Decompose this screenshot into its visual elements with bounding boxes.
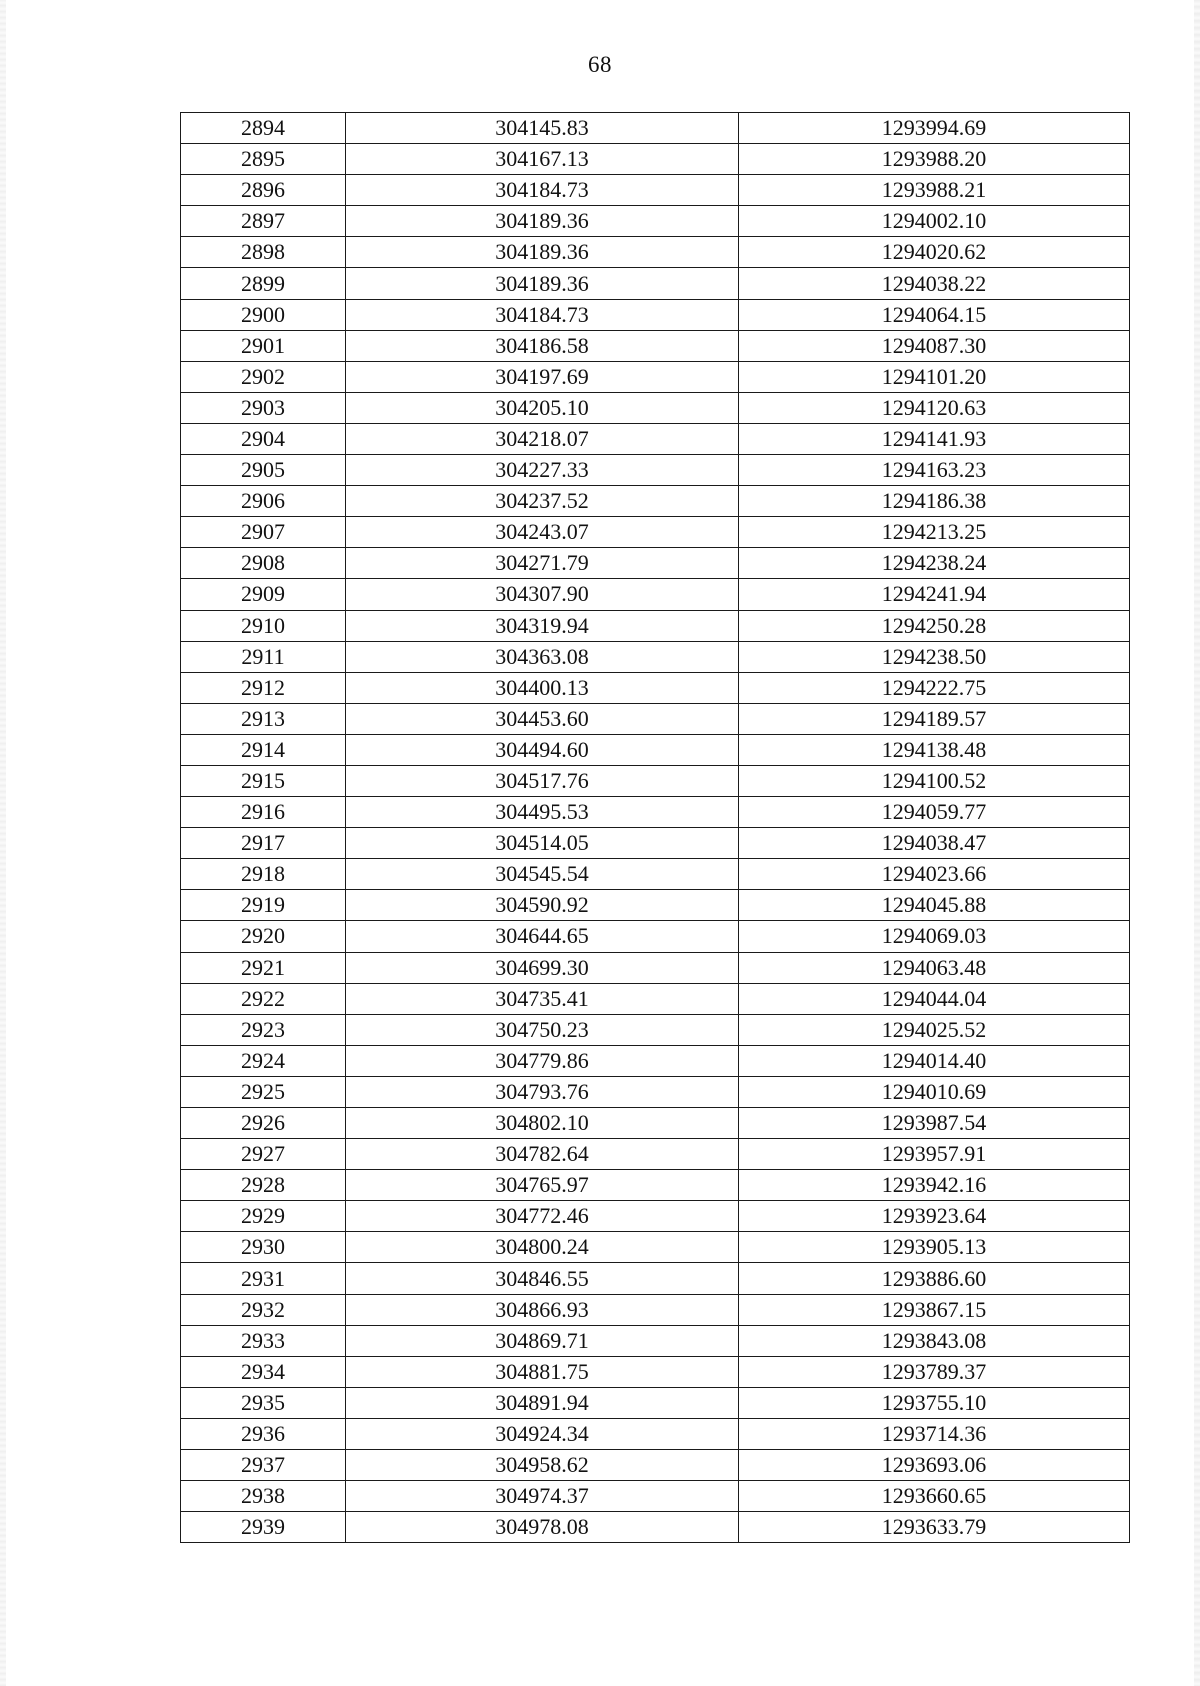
table-row bbox=[181, 1170, 1130, 1201]
point-number-cell: 2901 bbox=[181, 330, 346, 361]
x-coordinate-cell: 304958.62 bbox=[346, 1450, 739, 1481]
y-coordinate-cell: 1293714.36 bbox=[739, 1418, 1130, 1449]
point-number-cell: 2922 bbox=[181, 983, 346, 1014]
table-row bbox=[181, 1481, 1130, 1512]
point-number-cell: 2928 bbox=[181, 1170, 346, 1201]
x-coordinate-cell: 304400.13 bbox=[346, 672, 739, 703]
y-coordinate-cell: 1293905.13 bbox=[739, 1232, 1130, 1263]
point-number-cell: 2910 bbox=[181, 610, 346, 641]
x-coordinate-cell: 304218.07 bbox=[346, 423, 739, 454]
y-coordinate-cell: 1293886.60 bbox=[739, 1263, 1130, 1294]
x-coordinate-cell: 304545.54 bbox=[346, 859, 739, 890]
coordinate-table bbox=[180, 112, 1130, 1543]
table-row bbox=[181, 1108, 1130, 1139]
table-row bbox=[181, 1232, 1130, 1263]
table-row bbox=[181, 983, 1130, 1014]
y-coordinate-cell: 1294020.62 bbox=[739, 237, 1130, 268]
table-row bbox=[181, 828, 1130, 859]
table-row bbox=[181, 1387, 1130, 1418]
point-number-cell: 2912 bbox=[181, 672, 346, 703]
y-coordinate-cell: 1294069.03 bbox=[739, 921, 1130, 952]
x-coordinate-cell: 304779.86 bbox=[346, 1045, 739, 1076]
y-coordinate-cell: 1294038.47 bbox=[739, 828, 1130, 859]
point-number-cell: 2920 bbox=[181, 921, 346, 952]
table-row bbox=[181, 486, 1130, 517]
y-coordinate-cell: 1294238.50 bbox=[739, 641, 1130, 672]
x-coordinate-cell: 304237.52 bbox=[346, 486, 739, 517]
table-row bbox=[181, 797, 1130, 828]
x-coordinate-cell: 304750.23 bbox=[346, 1014, 739, 1045]
x-coordinate-cell: 304167.13 bbox=[346, 144, 739, 175]
point-number-cell: 2909 bbox=[181, 579, 346, 610]
x-coordinate-cell: 304802.10 bbox=[346, 1108, 739, 1139]
page-edge-right bbox=[1194, 0, 1200, 1686]
y-coordinate-cell: 1293660.65 bbox=[739, 1481, 1130, 1512]
y-coordinate-cell: 1293988.20 bbox=[739, 144, 1130, 175]
x-coordinate-cell: 304765.97 bbox=[346, 1170, 739, 1201]
point-number-cell: 2904 bbox=[181, 423, 346, 454]
x-coordinate-cell: 304517.76 bbox=[346, 765, 739, 796]
table-row bbox=[181, 330, 1130, 361]
x-coordinate-cell: 304205.10 bbox=[346, 392, 739, 423]
table-row bbox=[181, 268, 1130, 299]
table-row bbox=[181, 1076, 1130, 1107]
point-number-cell: 2938 bbox=[181, 1481, 346, 1512]
y-coordinate-cell: 1293987.54 bbox=[739, 1108, 1130, 1139]
x-coordinate-cell: 304363.08 bbox=[346, 641, 739, 672]
x-coordinate-cell: 304514.05 bbox=[346, 828, 739, 859]
point-number-cell: 2932 bbox=[181, 1294, 346, 1325]
table-row bbox=[181, 392, 1130, 423]
point-number-cell: 2900 bbox=[181, 299, 346, 330]
x-coordinate-cell: 304782.64 bbox=[346, 1139, 739, 1170]
point-number-cell: 2937 bbox=[181, 1450, 346, 1481]
point-number-cell: 2931 bbox=[181, 1263, 346, 1294]
point-number-cell: 2907 bbox=[181, 517, 346, 548]
table-row bbox=[181, 859, 1130, 890]
point-number-cell: 2914 bbox=[181, 734, 346, 765]
x-coordinate-cell: 304590.92 bbox=[346, 890, 739, 921]
y-coordinate-cell: 1293789.37 bbox=[739, 1356, 1130, 1387]
y-coordinate-cell: 1293923.64 bbox=[739, 1201, 1130, 1232]
y-coordinate-cell: 1294064.15 bbox=[739, 299, 1130, 330]
y-coordinate-cell: 1294023.66 bbox=[739, 859, 1130, 890]
x-coordinate-cell: 304197.69 bbox=[346, 361, 739, 392]
point-number-cell: 2929 bbox=[181, 1201, 346, 1232]
table-row bbox=[181, 952, 1130, 983]
y-coordinate-cell: 1294138.48 bbox=[739, 734, 1130, 765]
table-row bbox=[181, 610, 1130, 641]
table-row bbox=[181, 1418, 1130, 1449]
table-row bbox=[181, 734, 1130, 765]
table-row bbox=[181, 921, 1130, 952]
y-coordinate-cell: 1294010.69 bbox=[739, 1076, 1130, 1107]
point-number-cell: 2916 bbox=[181, 797, 346, 828]
y-coordinate-cell: 1294038.22 bbox=[739, 268, 1130, 299]
table-row bbox=[181, 1450, 1130, 1481]
point-number-cell: 2906 bbox=[181, 486, 346, 517]
x-coordinate-cell: 304644.65 bbox=[346, 921, 739, 952]
table-row bbox=[181, 1325, 1130, 1356]
point-number-cell: 2924 bbox=[181, 1045, 346, 1076]
table-row bbox=[181, 237, 1130, 268]
table-row bbox=[181, 455, 1130, 486]
y-coordinate-cell: 1294025.52 bbox=[739, 1014, 1130, 1045]
y-coordinate-cell: 1294241.94 bbox=[739, 579, 1130, 610]
x-coordinate-cell: 304924.34 bbox=[346, 1418, 739, 1449]
y-coordinate-cell: 1293843.08 bbox=[739, 1325, 1130, 1356]
coordinate-table-body bbox=[181, 113, 1130, 1543]
x-coordinate-cell: 304227.33 bbox=[346, 455, 739, 486]
x-coordinate-cell: 304494.60 bbox=[346, 734, 739, 765]
y-coordinate-cell: 1294044.04 bbox=[739, 983, 1130, 1014]
x-coordinate-cell: 304869.71 bbox=[346, 1325, 739, 1356]
point-number-cell: 2930 bbox=[181, 1232, 346, 1263]
x-coordinate-cell: 304793.76 bbox=[346, 1076, 739, 1107]
y-coordinate-cell: 1293867.15 bbox=[739, 1294, 1130, 1325]
point-number-cell: 2927 bbox=[181, 1139, 346, 1170]
y-coordinate-cell: 1294101.20 bbox=[739, 361, 1130, 392]
y-coordinate-cell: 1294087.30 bbox=[739, 330, 1130, 361]
x-coordinate-cell: 304189.36 bbox=[346, 268, 739, 299]
table-row bbox=[181, 765, 1130, 796]
table-row bbox=[181, 175, 1130, 206]
table-row bbox=[181, 672, 1130, 703]
y-coordinate-cell: 1293633.79 bbox=[739, 1512, 1130, 1543]
table-row bbox=[181, 1014, 1130, 1045]
table-row bbox=[181, 1356, 1130, 1387]
x-coordinate-cell: 304243.07 bbox=[346, 517, 739, 548]
y-coordinate-cell: 1294141.93 bbox=[739, 423, 1130, 454]
table-row bbox=[181, 113, 1130, 144]
table-row bbox=[181, 890, 1130, 921]
point-number-cell: 2896 bbox=[181, 175, 346, 206]
point-number-cell: 2911 bbox=[181, 641, 346, 672]
y-coordinate-cell: 1294014.40 bbox=[739, 1045, 1130, 1076]
point-number-cell: 2918 bbox=[181, 859, 346, 890]
y-coordinate-cell: 1294186.38 bbox=[739, 486, 1130, 517]
point-number-cell: 2935 bbox=[181, 1387, 346, 1418]
table-row bbox=[181, 1139, 1130, 1170]
y-coordinate-cell: 1293755.10 bbox=[739, 1387, 1130, 1418]
page-edge-left bbox=[0, 0, 6, 1686]
y-coordinate-cell: 1293994.69 bbox=[739, 113, 1130, 144]
point-number-cell: 2936 bbox=[181, 1418, 346, 1449]
point-number-cell: 2894 bbox=[181, 113, 346, 144]
y-coordinate-cell: 1294059.77 bbox=[739, 797, 1130, 828]
x-coordinate-cell: 304800.24 bbox=[346, 1232, 739, 1263]
point-number-cell: 2934 bbox=[181, 1356, 346, 1387]
x-coordinate-cell: 304978.08 bbox=[346, 1512, 739, 1543]
x-coordinate-cell: 304184.73 bbox=[346, 175, 739, 206]
table-row bbox=[181, 1201, 1130, 1232]
x-coordinate-cell: 304186.58 bbox=[346, 330, 739, 361]
point-number-cell: 2919 bbox=[181, 890, 346, 921]
x-coordinate-cell: 304307.90 bbox=[346, 579, 739, 610]
x-coordinate-cell: 304189.36 bbox=[346, 237, 739, 268]
table-row bbox=[181, 1263, 1130, 1294]
y-coordinate-cell: 1294238.24 bbox=[739, 548, 1130, 579]
y-coordinate-cell: 1293942.16 bbox=[739, 1170, 1130, 1201]
y-coordinate-cell: 1294100.52 bbox=[739, 765, 1130, 796]
x-coordinate-cell: 304735.41 bbox=[346, 983, 739, 1014]
x-coordinate-cell: 304974.37 bbox=[346, 1481, 739, 1512]
x-coordinate-cell: 304866.93 bbox=[346, 1294, 739, 1325]
table-row bbox=[181, 579, 1130, 610]
table-row bbox=[181, 548, 1130, 579]
point-number-cell: 2903 bbox=[181, 392, 346, 423]
table-row bbox=[181, 144, 1130, 175]
x-coordinate-cell: 304319.94 bbox=[346, 610, 739, 641]
point-number-cell: 2926 bbox=[181, 1108, 346, 1139]
table-row bbox=[181, 641, 1130, 672]
page-number: 68 bbox=[588, 52, 612, 77]
table-row bbox=[181, 361, 1130, 392]
x-coordinate-cell: 304189.36 bbox=[346, 206, 739, 237]
point-number-cell: 2933 bbox=[181, 1325, 346, 1356]
point-number-cell: 2908 bbox=[181, 548, 346, 579]
x-coordinate-cell: 304271.79 bbox=[346, 548, 739, 579]
table-row bbox=[181, 423, 1130, 454]
coordinate-table-container bbox=[180, 112, 1129, 1543]
x-coordinate-cell: 304891.94 bbox=[346, 1387, 739, 1418]
table-row bbox=[181, 1294, 1130, 1325]
table-row bbox=[181, 517, 1130, 548]
y-coordinate-cell: 1294222.75 bbox=[739, 672, 1130, 703]
x-coordinate-cell: 304184.73 bbox=[346, 299, 739, 330]
y-coordinate-cell: 1294213.25 bbox=[739, 517, 1130, 548]
y-coordinate-cell: 1293957.91 bbox=[739, 1139, 1130, 1170]
x-coordinate-cell: 304145.83 bbox=[346, 113, 739, 144]
y-coordinate-cell: 1294045.88 bbox=[739, 890, 1130, 921]
table-row bbox=[181, 206, 1130, 237]
x-coordinate-cell: 304846.55 bbox=[346, 1263, 739, 1294]
point-number-cell: 2925 bbox=[181, 1076, 346, 1107]
point-number-cell: 2902 bbox=[181, 361, 346, 392]
point-number-cell: 2915 bbox=[181, 765, 346, 796]
y-coordinate-cell: 1294063.48 bbox=[739, 952, 1130, 983]
y-coordinate-cell: 1294250.28 bbox=[739, 610, 1130, 641]
point-number-cell: 2897 bbox=[181, 206, 346, 237]
point-number-cell: 2921 bbox=[181, 952, 346, 983]
point-number-cell: 2898 bbox=[181, 237, 346, 268]
y-coordinate-cell: 1293693.06 bbox=[739, 1450, 1130, 1481]
point-number-cell: 2913 bbox=[181, 703, 346, 734]
point-number-cell: 2917 bbox=[181, 828, 346, 859]
x-coordinate-cell: 304495.53 bbox=[346, 797, 739, 828]
point-number-cell: 2895 bbox=[181, 144, 346, 175]
y-coordinate-cell: 1294002.10 bbox=[739, 206, 1130, 237]
y-coordinate-cell: 1294163.23 bbox=[739, 455, 1130, 486]
table-row bbox=[181, 1512, 1130, 1543]
y-coordinate-cell: 1294120.63 bbox=[739, 392, 1130, 423]
point-number-cell: 2899 bbox=[181, 268, 346, 299]
point-number-cell: 2939 bbox=[181, 1512, 346, 1543]
x-coordinate-cell: 304881.75 bbox=[346, 1356, 739, 1387]
y-coordinate-cell: 1294189.57 bbox=[739, 703, 1130, 734]
y-coordinate-cell: 1293988.21 bbox=[739, 175, 1130, 206]
table-row bbox=[181, 1045, 1130, 1076]
table-row bbox=[181, 299, 1130, 330]
point-number-cell: 2923 bbox=[181, 1014, 346, 1045]
x-coordinate-cell: 304772.46 bbox=[346, 1201, 739, 1232]
x-coordinate-cell: 304453.60 bbox=[346, 703, 739, 734]
x-coordinate-cell: 304699.30 bbox=[346, 952, 739, 983]
point-number-cell: 2905 bbox=[181, 455, 346, 486]
table-row bbox=[181, 703, 1130, 734]
